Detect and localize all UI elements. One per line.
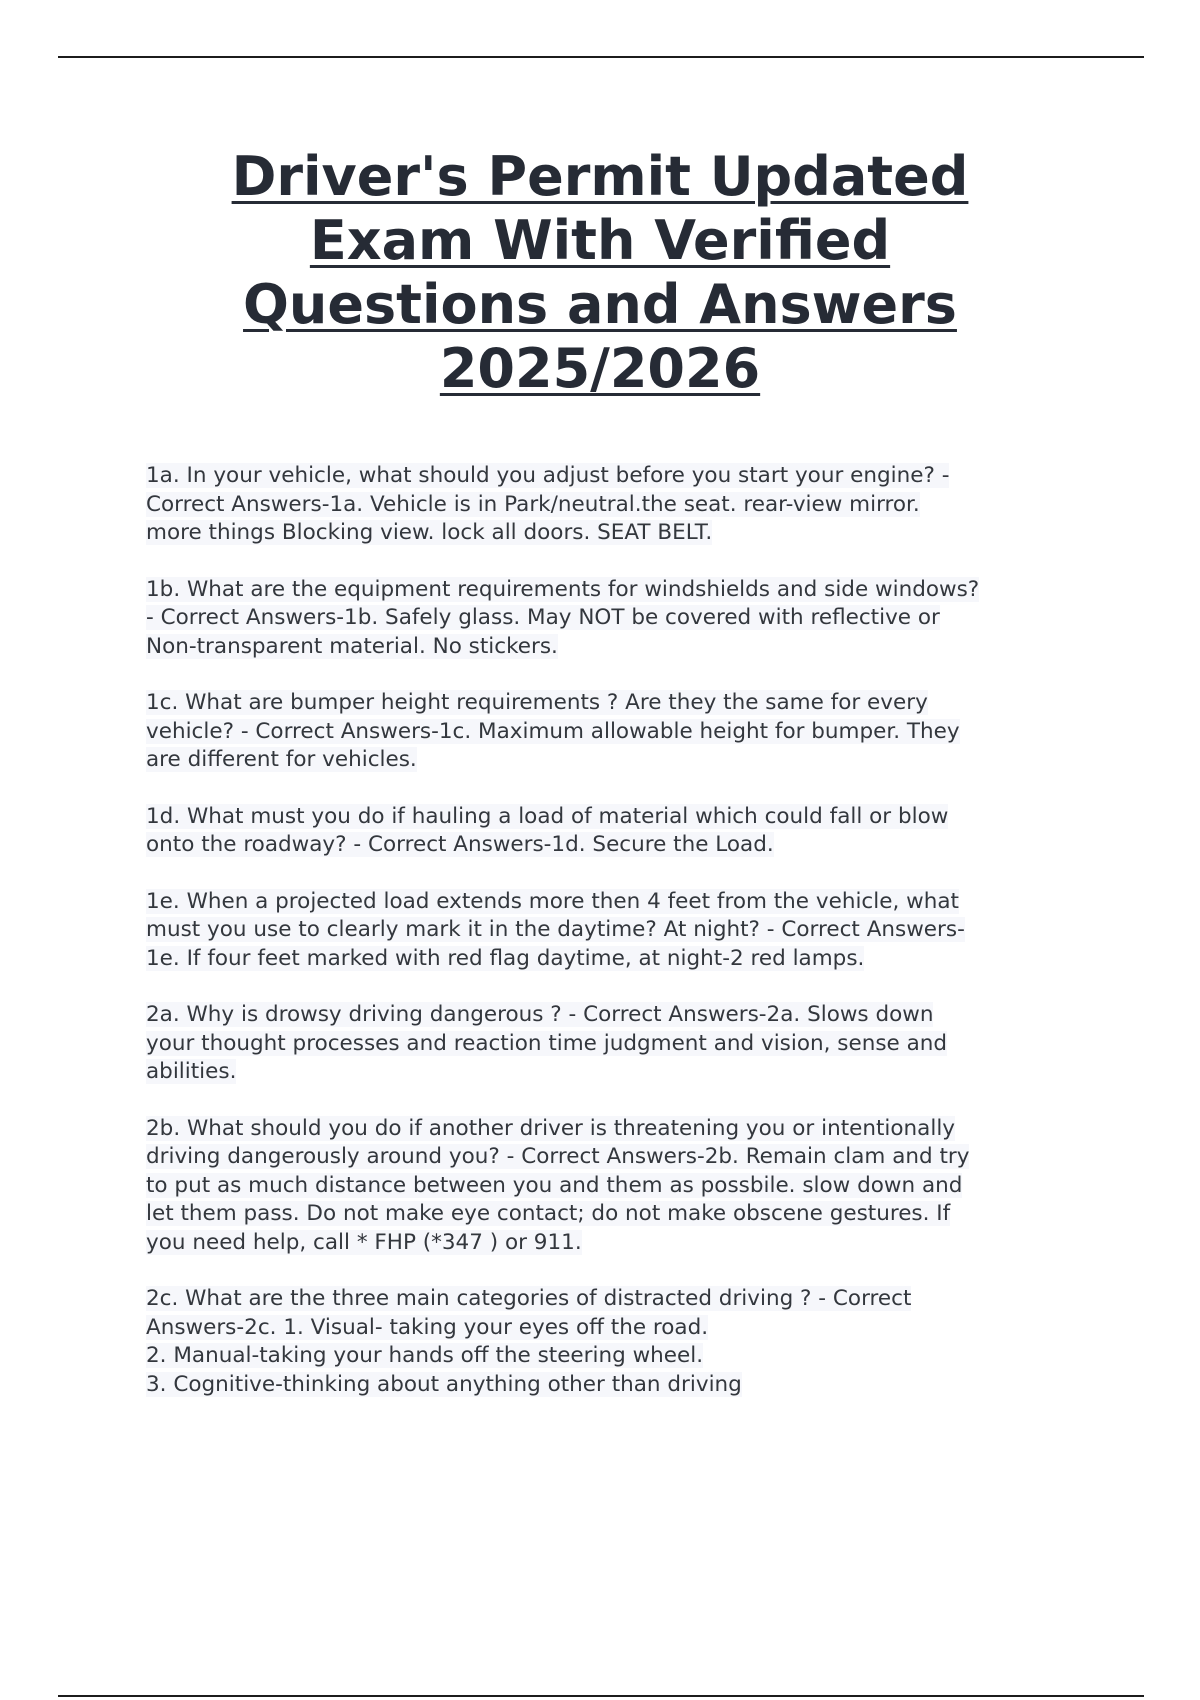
qa-item <box>146 888 1106 974</box>
qa-text-line <box>146 689 1106 718</box>
qa-text: to put as much distance between you and them as possbile. slow down and <box>146 1172 963 1198</box>
qa-text-line <box>146 491 1106 520</box>
qa-text: 2. Manual-taking your hands off the steering wheel. <box>146 1343 704 1368</box>
qa-text: - Correct Answers-1b. Safely glass. May NOT be covered with reflective or <box>146 605 940 630</box>
qa-text: driving dangerously around you? - Correct Answers-2b. Remain clam and try <box>146 1144 970 1169</box>
qa-item <box>146 576 1106 662</box>
document-title <box>150 145 1050 401</box>
qa-text: 1a. In your vehicle, what should you adjust before you start your engine? - <box>146 463 950 488</box>
qa-text: 1b. What are the equipment requirements for windshields and side windows? <box>146 576 980 602</box>
qa-item <box>146 1001 1106 1087</box>
qa-text: 2c. What are the three main categories of distracted driving ? - Correct <box>146 1286 912 1311</box>
qa-text-line <box>146 1371 1106 1400</box>
title-line: Driver's Permit Updated <box>231 145 969 208</box>
qa-text-line <box>146 1030 1106 1059</box>
qa-text: you need help, call * FHP (*347 ) or 911. <box>146 1229 582 1255</box>
qa-text: 1d. What must you do if hauling a load of material which could fall or blow <box>146 803 949 829</box>
qa-text-line <box>146 1172 1106 1201</box>
qa-text-line <box>146 1314 1106 1343</box>
qa-text-line <box>146 1229 1106 1258</box>
qa-text-line <box>146 1285 1106 1314</box>
qa-text-line <box>146 916 1106 945</box>
qa-text: Non-transparent material. No stickers. <box>146 633 558 659</box>
qa-text-line <box>146 462 1106 491</box>
qa-text: must you use to clearly mark it in the daytime? At night? - Correct Answers- <box>146 917 965 942</box>
qa-text: more things Blocking view. lock all doors. SEAT BELT. <box>146 520 713 545</box>
qa-text-line <box>146 803 1106 832</box>
qa-text-line <box>146 519 1106 548</box>
title-line: 2025/2026 <box>439 337 761 400</box>
title-line: Questions and Answers <box>243 273 957 336</box>
qa-text: 1c. What are bumper height requirements ? Are they the same for every <box>146 690 928 715</box>
qa-text: Correct Answers-1a. Vehicle is in Park/neutral.the seat. rear-view mirror. <box>146 491 920 517</box>
qa-text: onto the roadway? - Correct Answers-1d. Secure the Load. <box>146 832 774 857</box>
qa-text-line <box>146 633 1106 662</box>
qa-text-line <box>146 888 1106 917</box>
qa-item <box>146 1115 1106 1258</box>
qa-text: 1e. If four feet marked with red flag daytime, at night-2 red lamps. <box>146 945 865 971</box>
qa-text: 3. Cognitive-thinking about anything other than driving <box>146 1371 742 1397</box>
qa-text: Answers-2c. 1. Visual- taking your eyes off the road. <box>146 1314 709 1340</box>
title-line: Exam With Verified <box>309 209 891 272</box>
qa-text-line <box>146 718 1106 747</box>
qa-text-line <box>146 746 1106 775</box>
qa-item <box>146 803 1106 860</box>
qa-text: your thought processes and reaction time judgment and vision, sense and <box>146 1030 948 1056</box>
qa-item <box>146 462 1106 548</box>
qa-text-line <box>146 831 1106 860</box>
qa-text-line <box>146 1342 1106 1371</box>
qa-text-line <box>146 1001 1106 1030</box>
qa-item <box>146 1285 1106 1399</box>
qa-text: let them pass. Do not make eye contact; do not make obscene gestures. If <box>146 1201 951 1226</box>
qa-text-line <box>146 1200 1106 1229</box>
qa-text: are different for vehicles. <box>146 747 417 772</box>
qa-text-line <box>146 1115 1106 1144</box>
qa-text: 2b. What should you do if another driver is threatening you or intentionally <box>146 1115 956 1141</box>
qa-text: vehicle? - Correct Answers-1c. Maximum allowable height for bumper. They <box>146 718 960 744</box>
qa-text-line <box>146 945 1106 974</box>
qa-text: abilities. <box>146 1059 237 1084</box>
qa-text: 1e. When a projected load extends more then 4 feet from the vehicle, what <box>146 888 959 914</box>
qa-text-line <box>146 1058 1106 1087</box>
qa-text-line <box>146 576 1106 605</box>
qa-text-line <box>146 1143 1106 1172</box>
bottom-divider <box>58 1695 1144 1697</box>
qa-text-line <box>146 604 1106 633</box>
question-answer-list <box>146 462 1106 1427</box>
qa-text: 2a. Why is drowsy driving dangerous ? - Correct Answers-2a. Slows down <box>146 1002 934 1027</box>
top-divider <box>58 56 1144 58</box>
qa-item <box>146 689 1106 775</box>
